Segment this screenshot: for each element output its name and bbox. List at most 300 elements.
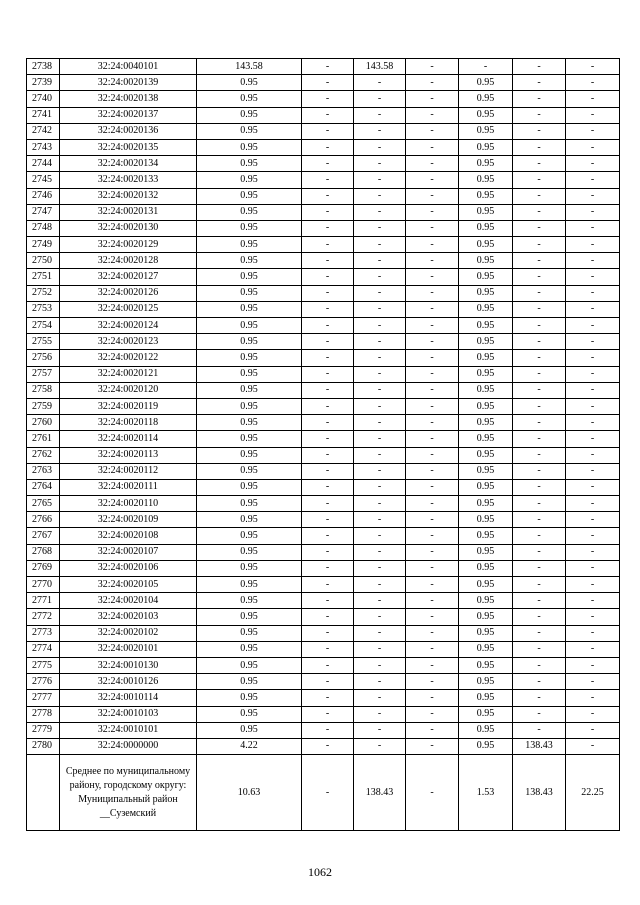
value-cell: - (406, 609, 459, 625)
value-cell: - (513, 528, 566, 544)
table-row (27, 301, 620, 317)
value-cell: 0.95 (197, 220, 302, 236)
value-cell: 0.95 (197, 188, 302, 204)
table-row (27, 156, 620, 172)
value-cell: - (406, 91, 459, 107)
row-number-cell: 2739 (27, 75, 60, 91)
value-cell: 0.95 (459, 269, 513, 285)
value-cell: 0.95 (197, 398, 302, 414)
table-row (27, 706, 620, 722)
value-cell: - (302, 188, 354, 204)
value-cell: - (302, 301, 354, 317)
row-number-cell: 2745 (27, 172, 60, 188)
table-row (27, 496, 620, 512)
value-cell: - (566, 657, 620, 673)
value-cell: - (513, 398, 566, 414)
table-row (27, 237, 620, 253)
value-cell: - (354, 285, 406, 301)
value-cell: - (406, 220, 459, 236)
value-cell: - (354, 188, 406, 204)
value-cell: - (513, 496, 566, 512)
value-cell: - (459, 59, 513, 75)
value-cell: - (566, 674, 620, 690)
cadastral-number-cell: 32:24:0020114 (60, 431, 197, 447)
cadastral-number-cell: 32:24:0020106 (60, 560, 197, 576)
value-cell: 0.95 (459, 156, 513, 172)
value-cell: - (302, 657, 354, 673)
value-cell: - (406, 123, 459, 139)
value-cell: 0.95 (197, 625, 302, 641)
value-cell: - (406, 334, 459, 350)
value-cell: - (406, 269, 459, 285)
value-cell: 0.95 (459, 220, 513, 236)
value-cell: - (513, 59, 566, 75)
value-cell: - (513, 334, 566, 350)
value-cell: 0.95 (459, 609, 513, 625)
table-row (27, 738, 620, 754)
value-cell: - (513, 285, 566, 301)
cadastral-number-cell: 32:24:0020122 (60, 350, 197, 366)
table-row (27, 269, 620, 285)
summary-empty-cell (27, 755, 60, 831)
row-number-cell: 2760 (27, 415, 60, 431)
value-cell: - (302, 107, 354, 123)
value-cell: 0.95 (197, 544, 302, 560)
value-cell: - (513, 269, 566, 285)
value-cell: - (513, 674, 566, 690)
value-cell: - (354, 528, 406, 544)
cadastral-number-cell: 32:24:0020138 (60, 91, 197, 107)
row-number-cell: 2740 (27, 91, 60, 107)
cadastral-number-cell: 32:24:0020136 (60, 123, 197, 139)
value-cell: - (302, 350, 354, 366)
cadastral-number-cell: 32:24:0020109 (60, 512, 197, 528)
value-cell: - (566, 496, 620, 512)
value-cell: - (566, 220, 620, 236)
value-cell: - (566, 285, 620, 301)
value-cell: - (302, 479, 354, 495)
table-row (27, 512, 620, 528)
summary-cell: - (302, 755, 354, 831)
cadastral-number-cell: 32:24:0010114 (60, 690, 197, 706)
value-cell: 0.95 (197, 123, 302, 139)
value-cell: - (302, 366, 354, 382)
value-cell: - (354, 237, 406, 253)
value-cell: - (566, 59, 620, 75)
value-cell: - (513, 577, 566, 593)
cadastral-number-cell: 32:24:0020104 (60, 593, 197, 609)
value-cell: - (406, 544, 459, 560)
value-cell: 0.95 (459, 91, 513, 107)
value-cell: 0.95 (459, 722, 513, 738)
value-cell: - (513, 350, 566, 366)
table-body (27, 59, 620, 755)
cadastral-number-cell: 32:24:0020131 (60, 204, 197, 220)
value-cell: - (406, 593, 459, 609)
value-cell: - (354, 657, 406, 673)
value-cell: 0.95 (197, 609, 302, 625)
value-cell: - (566, 528, 620, 544)
cadastral-number-cell: 32:24:0010103 (60, 706, 197, 722)
value-cell: - (302, 528, 354, 544)
summary-cell: 1.53 (459, 755, 513, 831)
value-cell: - (566, 366, 620, 382)
table-row (27, 463, 620, 479)
cadastral-number-cell: 32:24:0020118 (60, 415, 197, 431)
row-number-cell: 2748 (27, 220, 60, 236)
value-cell: - (302, 609, 354, 625)
table-row (27, 91, 620, 107)
value-cell: - (354, 204, 406, 220)
table-row (27, 625, 620, 641)
value-cell: - (513, 253, 566, 269)
value-cell: - (406, 318, 459, 334)
value-cell: - (302, 334, 354, 350)
row-number-cell: 2753 (27, 301, 60, 317)
value-cell: - (406, 738, 459, 754)
value-cell: - (406, 156, 459, 172)
value-cell: - (406, 237, 459, 253)
value-cell: 0.95 (197, 139, 302, 155)
row-number-cell: 2771 (27, 593, 60, 609)
value-cell: 0.95 (197, 107, 302, 123)
summary-label: Среднее по муниципальному району, городскому округу: Муниципальный район __Суземский (60, 755, 197, 831)
value-cell: 0.95 (197, 269, 302, 285)
value-cell: - (566, 625, 620, 641)
value-cell: - (566, 738, 620, 754)
value-cell: - (566, 139, 620, 155)
value-cell: 0.95 (459, 415, 513, 431)
value-cell: 0.95 (459, 107, 513, 123)
row-number-cell: 2761 (27, 431, 60, 447)
value-cell: - (406, 398, 459, 414)
table-row (27, 172, 620, 188)
table-row (27, 220, 620, 236)
value-cell: 0.95 (459, 204, 513, 220)
value-cell: 0.95 (197, 253, 302, 269)
value-cell: 0.95 (459, 625, 513, 641)
value-cell: 0.95 (197, 690, 302, 706)
value-cell: - (513, 237, 566, 253)
value-cell: - (406, 674, 459, 690)
value-cell: - (354, 593, 406, 609)
cadastral-number-cell: 32:24:0010130 (60, 657, 197, 673)
value-cell: - (513, 188, 566, 204)
value-cell: - (406, 204, 459, 220)
table-row (27, 415, 620, 431)
value-cell: 0.95 (459, 172, 513, 188)
table-row (27, 593, 620, 609)
value-cell: - (354, 674, 406, 690)
row-number-cell: 2757 (27, 366, 60, 382)
value-cell: 0.95 (197, 350, 302, 366)
value-cell: - (406, 577, 459, 593)
value-cell: - (354, 577, 406, 593)
table-row (27, 398, 620, 414)
table-row (27, 560, 620, 576)
value-cell: 4.22 (197, 738, 302, 754)
table-row (27, 577, 620, 593)
value-cell: - (566, 301, 620, 317)
value-cell: - (302, 204, 354, 220)
value-cell: 0.95 (197, 91, 302, 107)
row-number-cell: 2779 (27, 722, 60, 738)
row-number-cell: 2752 (27, 285, 60, 301)
value-cell: - (513, 107, 566, 123)
value-cell: 0.95 (197, 496, 302, 512)
table-row (27, 382, 620, 398)
value-cell: - (302, 625, 354, 641)
row-number-cell: 2769 (27, 560, 60, 576)
value-cell: 0.95 (197, 657, 302, 673)
value-cell: - (513, 560, 566, 576)
value-cell: 0.95 (459, 350, 513, 366)
row-number-cell: 2759 (27, 398, 60, 414)
value-cell: - (354, 641, 406, 657)
cadastral-number-cell: 32:24:0020107 (60, 544, 197, 560)
value-cell: - (302, 690, 354, 706)
cadastral-number-cell: 32:24:0000000 (60, 738, 197, 754)
cadastral-number-cell: 32:24:0020119 (60, 398, 197, 414)
value-cell: - (566, 156, 620, 172)
value-cell: - (406, 172, 459, 188)
value-cell: 0.95 (459, 657, 513, 673)
value-cell: - (566, 334, 620, 350)
value-cell: - (354, 496, 406, 512)
cadastral-number-cell: 32:24:0020103 (60, 609, 197, 625)
value-cell: - (406, 447, 459, 463)
value-cell: - (566, 609, 620, 625)
value-cell: - (513, 204, 566, 220)
value-cell: - (406, 625, 459, 641)
value-cell: 0.95 (197, 674, 302, 690)
row-number-cell: 2773 (27, 625, 60, 641)
value-cell: - (513, 447, 566, 463)
value-cell: - (566, 75, 620, 91)
value-cell: - (406, 75, 459, 91)
row-number-cell: 2774 (27, 641, 60, 657)
table-row (27, 544, 620, 560)
cadastral-number-cell: 32:24:0020111 (60, 479, 197, 495)
value-cell: 0.95 (197, 512, 302, 528)
cadastral-number-cell: 32:24:0010101 (60, 722, 197, 738)
value-cell: - (513, 593, 566, 609)
row-number-cell: 2741 (27, 107, 60, 123)
row-number-cell: 2754 (27, 318, 60, 334)
value-cell: - (513, 625, 566, 641)
page-number: 1062 (308, 865, 332, 879)
value-cell: - (302, 415, 354, 431)
value-cell: 0.95 (197, 415, 302, 431)
table-row (27, 123, 620, 139)
value-cell: - (566, 269, 620, 285)
value-cell: 0.95 (459, 285, 513, 301)
value-cell: - (406, 657, 459, 673)
value-cell: 0.95 (459, 528, 513, 544)
value-cell: 0.95 (197, 301, 302, 317)
table-row (27, 479, 620, 495)
value-cell: - (566, 172, 620, 188)
value-cell: - (513, 706, 566, 722)
value-cell: 0.95 (197, 285, 302, 301)
value-cell: - (302, 674, 354, 690)
row-number-cell: 2756 (27, 350, 60, 366)
value-cell: - (302, 59, 354, 75)
summary-cell: - (406, 755, 459, 831)
value-cell: - (302, 496, 354, 512)
cadastral-number-cell: 32:24:0020120 (60, 382, 197, 398)
value-cell: 0.95 (459, 690, 513, 706)
value-cell: - (566, 107, 620, 123)
value-cell: 0.95 (459, 560, 513, 576)
cadastral-number-cell: 32:24:0020139 (60, 75, 197, 91)
value-cell: - (354, 625, 406, 641)
table-row (27, 690, 620, 706)
value-cell: - (302, 398, 354, 414)
value-cell: - (406, 431, 459, 447)
value-cell: - (566, 382, 620, 398)
summary-row (27, 755, 620, 831)
value-cell: - (302, 156, 354, 172)
table-row (27, 253, 620, 269)
value-cell: 0.95 (197, 593, 302, 609)
value-cell: - (302, 220, 354, 236)
table-row (27, 318, 620, 334)
value-cell: - (354, 609, 406, 625)
table-row (27, 366, 620, 382)
value-cell: 0.95 (197, 722, 302, 738)
cadastral-number-cell: 32:24:0020121 (60, 366, 197, 382)
value-cell: - (406, 512, 459, 528)
value-cell: - (354, 415, 406, 431)
row-number-cell: 2750 (27, 253, 60, 269)
row-number-cell: 2768 (27, 544, 60, 560)
table-row (27, 285, 620, 301)
value-cell: - (302, 382, 354, 398)
value-cell: - (406, 366, 459, 382)
value-cell: - (406, 188, 459, 204)
value-cell: - (566, 577, 620, 593)
row-number-cell: 2775 (27, 657, 60, 673)
value-cell: 0.95 (197, 431, 302, 447)
table-row (27, 107, 620, 123)
value-cell: - (354, 301, 406, 317)
value-cell: - (406, 59, 459, 75)
cadastral-number-cell: 32:24:0020124 (60, 318, 197, 334)
value-cell: - (406, 350, 459, 366)
value-cell: - (354, 398, 406, 414)
value-cell: - (354, 706, 406, 722)
value-cell: - (354, 431, 406, 447)
cadastral-number-cell: 32:24:0020101 (60, 641, 197, 657)
row-number-cell: 2747 (27, 204, 60, 220)
value-cell: 0.95 (459, 641, 513, 657)
row-number-cell: 2780 (27, 738, 60, 754)
value-cell: - (302, 75, 354, 91)
value-cell: - (513, 139, 566, 155)
value-cell: 0.95 (197, 366, 302, 382)
value-cell: - (302, 593, 354, 609)
table-row (27, 188, 620, 204)
value-cell: 0.95 (197, 479, 302, 495)
row-number-cell: 2766 (27, 512, 60, 528)
row-number-cell: 2777 (27, 690, 60, 706)
value-cell: - (566, 188, 620, 204)
value-cell: 0.95 (197, 237, 302, 253)
value-cell: - (406, 463, 459, 479)
row-number-cell: 2738 (27, 59, 60, 75)
value-cell: 0.95 (459, 237, 513, 253)
value-cell: - (513, 463, 566, 479)
value-cell: - (302, 560, 354, 576)
cadastral-number-cell: 32:24:0010126 (60, 674, 197, 690)
row-number-cell: 2776 (27, 674, 60, 690)
table-row (27, 641, 620, 657)
value-cell: - (566, 479, 620, 495)
data-table (26, 58, 620, 831)
value-cell: - (302, 139, 354, 155)
value-cell: 0.95 (459, 75, 513, 91)
table-row (27, 139, 620, 155)
value-cell: - (354, 220, 406, 236)
value-cell: - (406, 139, 459, 155)
value-cell: 0.95 (197, 172, 302, 188)
summary-cell: 22.25 (566, 755, 620, 831)
cadastral-number-cell: 32:24:0040101 (60, 59, 197, 75)
value-cell: - (566, 706, 620, 722)
value-cell: - (406, 528, 459, 544)
value-cell: 143.58 (354, 59, 406, 75)
value-cell: - (302, 706, 354, 722)
cadastral-number-cell: 32:24:0020135 (60, 139, 197, 155)
value-cell: - (513, 415, 566, 431)
value-cell: - (566, 560, 620, 576)
value-cell: - (354, 318, 406, 334)
value-cell: 0.95 (197, 577, 302, 593)
value-cell: - (566, 641, 620, 657)
row-number-cell: 2749 (27, 237, 60, 253)
value-cell: - (354, 560, 406, 576)
value-cell: - (354, 690, 406, 706)
cadastral-number-cell: 32:24:0020133 (60, 172, 197, 188)
value-cell: - (302, 172, 354, 188)
value-cell: - (354, 366, 406, 382)
table-row (27, 334, 620, 350)
value-cell: 0.95 (459, 544, 513, 560)
value-cell: - (513, 156, 566, 172)
value-cell: 0.95 (197, 382, 302, 398)
value-cell: 0.95 (459, 512, 513, 528)
value-cell: - (566, 431, 620, 447)
value-cell: 0.95 (197, 641, 302, 657)
table-row (27, 609, 620, 625)
cadastral-number-cell: 32:24:0020110 (60, 496, 197, 512)
value-cell: - (513, 479, 566, 495)
value-cell: - (566, 447, 620, 463)
value-cell: - (354, 107, 406, 123)
value-cell: 0.95 (459, 188, 513, 204)
row-number-cell: 2755 (27, 334, 60, 350)
value-cell: - (406, 706, 459, 722)
cadastral-number-cell: 32:24:0020132 (60, 188, 197, 204)
value-cell: - (513, 123, 566, 139)
cadastral-number-cell: 32:24:0020112 (60, 463, 197, 479)
value-cell: - (513, 512, 566, 528)
value-cell: - (406, 382, 459, 398)
value-cell: - (566, 237, 620, 253)
value-cell: - (566, 415, 620, 431)
value-cell: - (302, 431, 354, 447)
